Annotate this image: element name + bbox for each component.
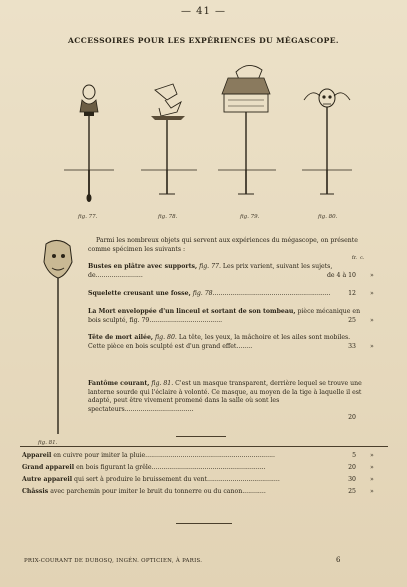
item-unit: » (370, 464, 374, 471)
bust-on-stand-icon (60, 78, 118, 210)
divider (176, 523, 232, 524)
figure-caption: fig. 79. (240, 214, 260, 220)
figure-caption: fig. 80. (318, 214, 338, 220)
intro-paragraph: Parmi les nombreux objets qui servent aux expériences du mégascope, on présente comme spécimen les suivants : (88, 237, 358, 253)
item-price: 30 (348, 476, 356, 483)
page-number: — 41 — (180, 6, 227, 17)
item-unit: » (370, 290, 374, 297)
list-item: Fantôme courant, fig. 81. C'est un masque transparent, derrière lequel se trouve une lanterne sourde qui l'éclaire à volonté. Ce masque, au moyen de la tige à laquelle il est adapté, peut être vivement promené dans la salle où sont les spectateurs................................... (88, 380, 362, 413)
page-title: ACCESSOIRES POUR LES EXPÉRIENCES DU MÉGASCOPE. (68, 36, 339, 45)
currency-header: fr. c. (352, 256, 365, 261)
figure-caption: fig. 77. (78, 214, 98, 220)
item-price: 12 (348, 290, 356, 297)
list-item: Autre appareil qui sert à produire le bruissement du vent..................................... (22, 476, 280, 483)
item-unit: » (370, 317, 374, 324)
ghost-mask-icon (36, 238, 82, 438)
item-price: de 4 à 10 (326, 272, 356, 279)
item-unit: » (370, 452, 374, 459)
item-price: 25 (348, 317, 356, 324)
list-item: Squelette creusant une fosse, fig. 78............................................................ (88, 290, 331, 297)
tomb-shroud-icon (214, 60, 280, 210)
winged-death-head-icon (298, 78, 356, 210)
list-item: Appareil en cuivre pour imiter la pluie.................................................................. (22, 452, 275, 459)
footer-page-number: 6 (336, 556, 341, 564)
footer-text: PRIX-COURANT DE DUBOSQ, INGÉN. OPTICIEN, À PARIS. (24, 558, 203, 564)
item-price: 25 (348, 488, 356, 495)
list-item: Grand appareil en bois figurant la grêle.......................................................... (22, 464, 266, 471)
list-item: La Mort enveloppée d'un linceul et sortant de son tombeau, pièce mécanique en bois sculpté, fig. 79..................................... (88, 308, 361, 324)
item-price: 20 (348, 464, 356, 471)
item-price: 20 (348, 414, 356, 421)
divider (20, 446, 388, 447)
divider (176, 436, 226, 437)
list-item: Châssis avec parchemin pour imiter le bruit du tonnerre ou du canon............ (22, 488, 266, 495)
item-price: 5 (352, 452, 356, 459)
item-unit: » (370, 488, 374, 495)
item-price: 33 (348, 343, 356, 350)
item-unit: » (370, 343, 374, 350)
list-item: Bustes en plâtre avec supports, fig. 77. Les prix varient, suivant les sujets, de........................ (88, 263, 333, 279)
figure-caption: fig. 81. (38, 440, 58, 446)
skeleton-pit-icon (137, 78, 201, 210)
item-unit: » (370, 272, 374, 279)
item-unit: » (370, 476, 374, 483)
list-item: Tête de mort ailée, fig. 80. La tête, les yeux, la mâchoire et les ailes sont mobiles. Cette pièce en bois sculpté est d'un grand effet........ (88, 334, 351, 350)
figure-caption: fig. 78. (158, 214, 178, 220)
